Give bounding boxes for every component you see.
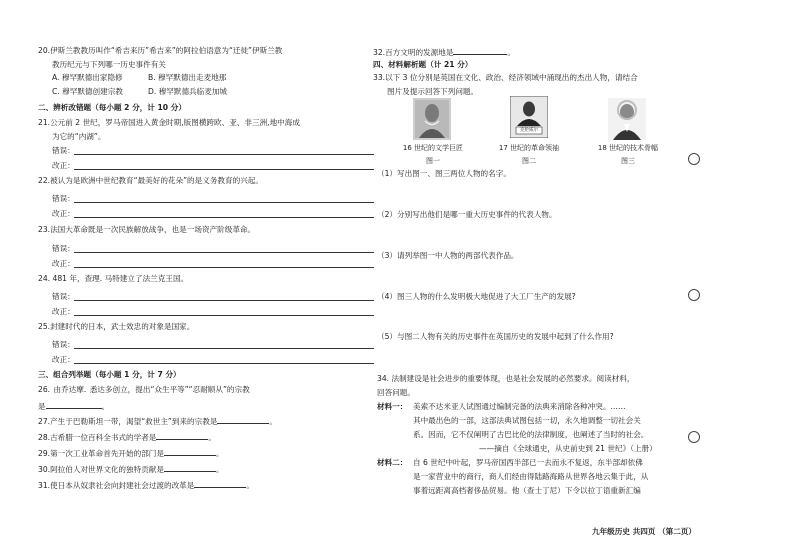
q26-line1: 26. 由乔达摩. 悉达多创立，提出“众生平等”“忍耐顺从”的宗教	[38, 385, 250, 394]
q25-fix-field[interactable]	[52, 355, 374, 365]
q34-line1: 34. 法制建设是社会进步的重要体现，也是社会发展的必然要求。阅读材料，	[377, 374, 635, 383]
q29-text: 29.第一次工业革命首先开始的部门是	[38, 449, 164, 458]
q33-sub5: （5）与图二人物有关的历史事件在英国历史的发展中起到了什么作用?	[377, 332, 614, 341]
material1-line1: 美索不达米亚人试图通过编制完备的法典来消除各种冲突。……	[413, 402, 626, 411]
q32-text: 32.百方文明的发源地是	[373, 48, 454, 57]
q32-blank[interactable]	[453, 46, 507, 55]
q32-line: 32.百方文明的发源地是 。	[373, 48, 516, 57]
q25-text: 25.封建时代的日本，武士效忠的对象是国家。	[38, 322, 195, 331]
q26-line2: 是 。	[38, 402, 110, 411]
q33-sub2: （2）分别写出他们是哪一重大历史事件的代表人物。	[377, 210, 557, 219]
fix-label: 改正：	[52, 161, 75, 170]
q25-wrong-field[interactable]	[52, 340, 374, 350]
q26-tail: 是	[38, 402, 46, 411]
material2-line2: 是一家营业中的商行，商人们经由得陆路海路从世界各地云集于此，从	[413, 472, 649, 481]
q22-fix-field[interactable]	[52, 209, 374, 219]
figure-3-label: 图三	[621, 157, 635, 165]
q26-blank[interactable]	[46, 400, 102, 409]
q24-wrong-field[interactable]	[52, 292, 374, 302]
figure-2-portrait	[510, 96, 548, 138]
binding-hole	[688, 153, 700, 165]
q22-text: 22.被认为是欧洲中世纪教育“最美好的花朵”的是义务教育的兴起。	[38, 176, 263, 185]
q31-text: 31.使日本从奴隶社会向封建社会过渡的改革是	[38, 481, 195, 490]
page-footer: 九年级历史 共四页 （第二页）	[591, 527, 696, 536]
material1-line2: 其中最出色的一部，这部法典试图包括一切，永久地调整一切社会关	[413, 416, 641, 425]
q21-fix-field[interactable]	[52, 161, 374, 171]
q31-blank[interactable]	[194, 479, 246, 488]
q29-blank[interactable]	[164, 447, 216, 456]
q27-blank[interactable]	[217, 415, 269, 424]
wrong-label: 错误：	[52, 194, 75, 203]
q31-line: 31.使日本从奴隶社会向封建社会过渡的改革是 。	[38, 481, 254, 490]
q30-text: 30.阿拉伯人对世界文化的独特贡献是	[38, 465, 164, 474]
q30-blank[interactable]	[164, 463, 216, 472]
q20-option-b: B. 穆罕默德出走麦地那	[148, 73, 227, 82]
figure-2-badge: 克伦威尔	[520, 128, 538, 133]
wrong-label: 错误：	[52, 292, 75, 301]
figure-3-portrait	[608, 98, 646, 140]
material2-line1: 自 6 世纪中叶起，罗马帝国西半部已一去而永不复返，东半部却依佛	[413, 458, 643, 467]
q27-line: 27.产生于巴勒斯坦一带，渴望“救世主”到来的宗教是 。	[38, 417, 278, 426]
q21-line1: 21.公元前 2 世纪，罗马帝国进入黄金时期,版图横跨欧、亚、非三洲,地中海成	[38, 118, 300, 127]
q33-line2: 图片及提示回答下列问题。	[387, 87, 479, 96]
material1-line3: 系。因而，它不仅阐明了古巴比伦的法律制度，也阐述了当时的社会。	[413, 430, 649, 439]
fix-label: 改正：	[52, 355, 75, 364]
material1-source: ——摘自《全球通史，从史前史到 21 世纪》（上册）	[479, 444, 657, 453]
q30-line: 30.阿拉伯人对世界文化的独特贡献是 。	[38, 465, 224, 474]
fix-label: 改正：	[52, 307, 75, 316]
q33-sub4: （4）图三人物的什么发明极大地促进了大工厂生产的发展?	[377, 292, 576, 301]
q20-option-d: D. 穆罕默德兵临麦加城	[148, 87, 228, 96]
figure-1-caption: 16 世纪的文学巨匠	[402, 144, 464, 152]
section2-heading: 二、辨析改错题（每小题 2 分，计 10 分）	[38, 103, 186, 112]
q33-sub1: （1）写出图一、图三两位人物的名字。	[377, 169, 511, 178]
q20-option-a: A. 穆罕默德出家隐修	[52, 73, 123, 82]
fix-label: 改正：	[52, 209, 75, 218]
fix-label: 改正：	[52, 259, 75, 268]
q20-stem-line1: 20.伊斯兰教教历叫作“希吉来历”希吉来”的阿拉伯语意为“迁徙”伊斯兰教	[38, 46, 283, 55]
q24-fix-field[interactable]	[52, 307, 374, 317]
q34-line2: 回答问题。	[377, 388, 415, 397]
q28-line: 28.古希腊一位百科全书式的学者是 。	[38, 433, 216, 442]
q27-text: 27.产生于巴勒斯坦一带，渴望“救世主”到来的宗教是	[38, 417, 218, 426]
material2-label: 材料二：	[377, 458, 408, 467]
q29-line: 29.第一次工业革命首先开始的部门是 。	[38, 449, 224, 458]
figure-3-caption: 18 世纪的技术骨幅	[597, 144, 659, 152]
binding-hole	[688, 289, 700, 301]
q20-option-c: C. 穆罕默德创建宗教	[52, 87, 123, 96]
material2-line3: 事着远距离高档奢侈品贸易。他（查士丁尼）下令以拉丁语重新汇编	[413, 486, 641, 495]
figure-1-portrait	[413, 98, 451, 140]
figure-1-label: 图一	[426, 157, 440, 165]
q33-sub3: （3）请列举图一中人物的两部代表作品。	[377, 251, 519, 260]
q28-text: 28.古希腊一位百科全书式的学者是	[38, 433, 157, 442]
wrong-label: 错误：	[52, 146, 75, 155]
wrong-label: 错误：	[52, 340, 75, 349]
q24-text: 24. 481 年，查理. 马特建立了法兰克王国。	[38, 274, 189, 283]
q21-wrong-field[interactable]	[52, 146, 374, 156]
wrong-label: 错误：	[52, 244, 75, 253]
figure-2-caption: 17 世纪的革命领袖	[498, 144, 560, 152]
q23-wrong-field[interactable]	[52, 244, 374, 254]
material1-label: 材料一：	[377, 402, 408, 411]
section4-heading: 四、材料解析题（计 21 分）	[373, 60, 473, 69]
q23-fix-field[interactable]	[52, 259, 374, 269]
section3-heading: 三、组合列举题（每小题 1 分，计 7 分）	[38, 370, 181, 379]
binding-hole	[688, 431, 700, 443]
q20-stem-line2: 教历纪元与下列哪一历史事件有关	[52, 60, 166, 69]
q33-line1: 33.以下 3 位分别是英国在文化、政治、经济领域中涌现出的杰出人物，请结合	[373, 73, 638, 82]
q21-line2: 为它的“内湖”。	[52, 132, 106, 141]
figure-2-label: 图二	[522, 157, 536, 165]
q28-blank[interactable]	[156, 431, 208, 440]
q23-text: 23.法国大革命既是一次民族解放战争，也是一场资产阶级革命。	[38, 225, 256, 234]
q22-wrong-field[interactable]	[52, 194, 374, 204]
